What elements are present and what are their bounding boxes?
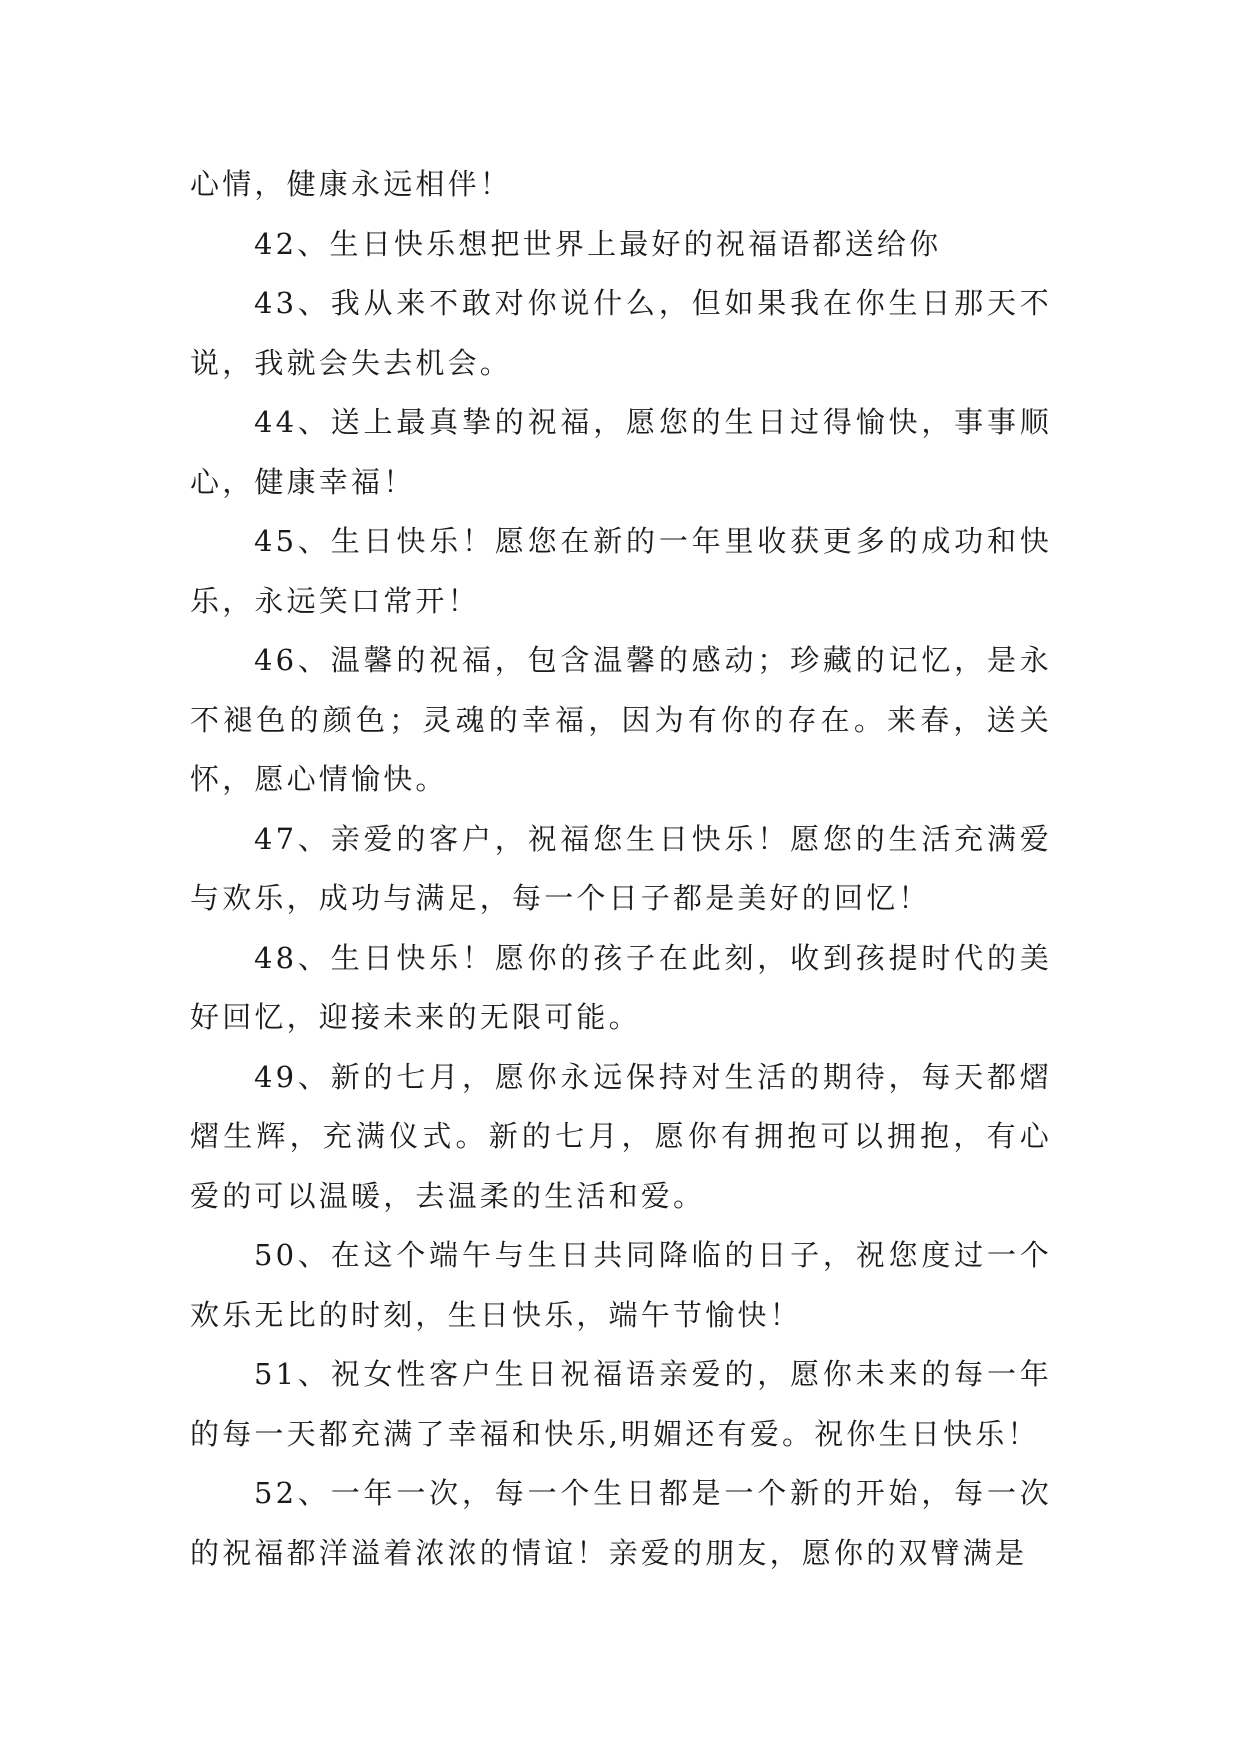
paragraph-42: 42、生日快乐想把世界上最好的祝福语都送给你	[254, 226, 942, 261]
paragraph-47: 47、亲爱的客户，祝福您生日快乐！愿您的生活充满爱与欢乐，成功与满足，每一个日子都是美好的回忆！	[190, 821, 1052, 915]
paragraph-49: 49、新的七月，愿你永远保持对生活的期待，每天都熠熠生辉，充满仪式。新的七月，愿你有拥抱可以拥抱，有心爱的可以温暖，去温柔的生活和爱。	[190, 1059, 1052, 1213]
paragraph-continuation: 心情，健康永远相伴！	[190, 167, 513, 201]
paragraph-45: 45、生日快乐！愿您在新的一年里收获更多的成功和快乐，永远笑口常开！	[190, 524, 1052, 618]
paragraph-51: 51、祝女性客户生日祝福语亲爱的，愿你未来的每一年的每一天都充满了幸福和快乐,明媚还有爱。祝你生日快乐！	[190, 1357, 1052, 1451]
paragraph-44: 44、送上最真挚的祝福，愿您的生日过得愉快，事事顺心，健康幸福！	[190, 405, 1052, 499]
paragraph-50: 50、在这个端午与生日共同降临的日子，祝您度过一个欢乐无比的时刻，生日快乐，端午节愉快！	[190, 1238, 1052, 1332]
document-body	[190, 155, 1052, 1583]
paragraph-48: 48、生日快乐！愿你的孩子在此刻，收到孩提时代的美好回忆，迎接未来的无限可能。	[190, 940, 1052, 1034]
paragraph-46: 46、温馨的祝福，包含温馨的感动；珍藏的记忆，是永不褪色的颜色；灵魂的幸福，因为有你的存在。来春，送关怀，愿心情愉快。	[190, 643, 1052, 796]
paragraph-43: 43、我从来不敢对你说什么，但如果我在你生日那天不说，我就会失去机会。	[190, 286, 1052, 380]
paragraph-52: 52、一年一次，每一个生日都是一个新的开始，每一次的祝福都洋溢着浓浓的情谊！亲爱的朋友，愿你的双臂满是	[190, 1476, 1052, 1570]
